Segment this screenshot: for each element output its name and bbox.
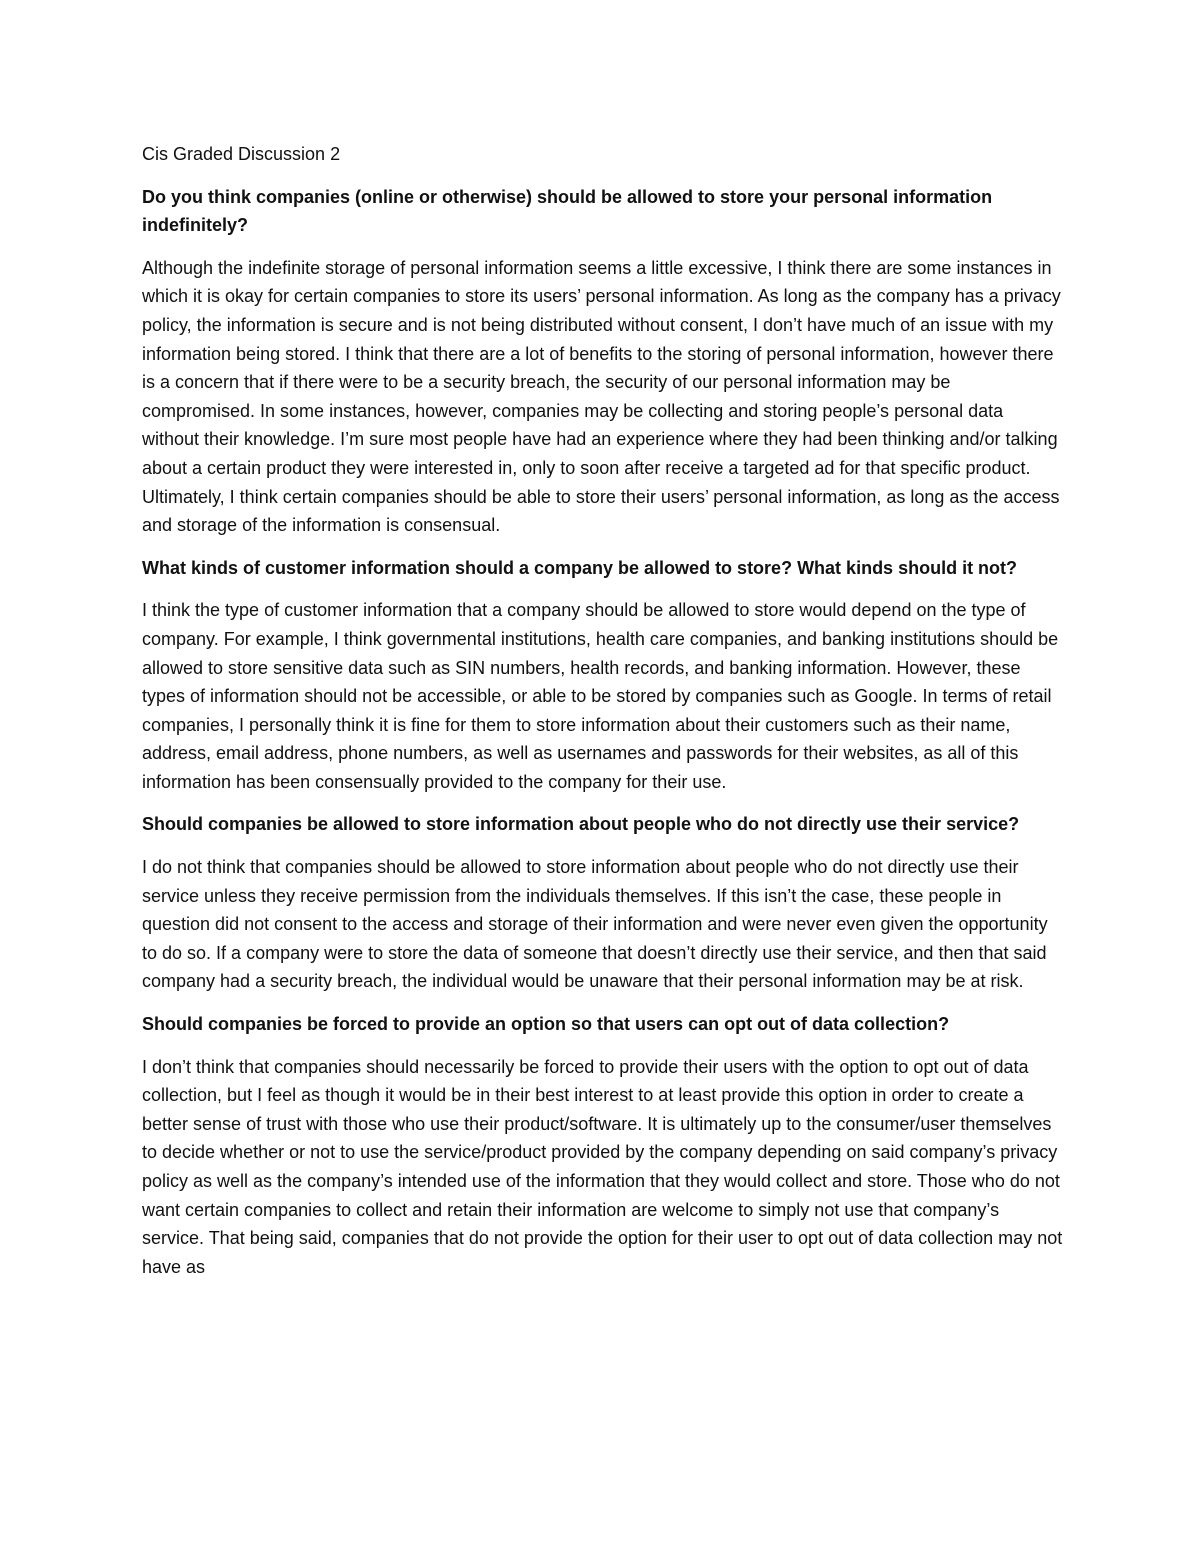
answer-3: I do not think that companies should be allowed to store information about people who do not directly use their service unless they receive permission from the individuals themselves. If this isn’t the case, these people in question did not consent to the access and storage of their information and were never even given the opportunity to do so. If a company were to store the data of someone that doesn’t directly use their service, and then that said company had a security breach, the individual would be unaware that their personal information may be at risk. xyxy=(142,857,1048,992)
document-title: Cis Graded Discussion 2 xyxy=(142,144,341,164)
answer-1: Although the indefinite storage of personal information seems a little excessive, I think there are some instances in which it is okay for certain companies to store its users’ personal information. As long as the company has a privacy policy, the information is secure and is not being distributed without consent, I don’t have much of an issue with my information being stored. I think that there are a lot of benefits to the storing of personal information, however there is a concern that if there were to be a security breach, the security of our personal information may be compromised. In some instances, however, companies may be collecting and storing people’s personal data without their knowledge. I’m sure most people have had an experience where they had been thinking and/or talking about a certain product they were interested in, only to soon after receive a targeted ad for that specific product. Ultimately, I think certain companies should be able to store their users’ personal information, as long as the access and storage of the information is consensual. xyxy=(142,257,1061,536)
answer-4: I don’t think that companies should necessarily be forced to provide their users with the option to opt out of data collection, but I feel as though it would be in their best interest to at least provide this option in order to create a better sense of trust with those who use their product/software. It is ultimately up to the consumer/user themselves to decide whether or not to use the service/product provided by the company depending on said company’s privacy policy as well as the company’s intended use of the information that they would collect and store. Those who do not want certain companies to collect and retain their information are welcome to simply not use that company’s service. That being said, companies that do not provide the option for their user to opt out of data collection may not have as xyxy=(142,1056,1063,1277)
question-4: Should companies be forced to provide an option so that users can opt out of data collection? xyxy=(142,1014,950,1035)
question-1: Do you think companies (online or otherwise) should be allowed to store your personal information indefinitely? xyxy=(142,186,993,236)
question-2: What kinds of customer information should a company be allowed to store? What kinds should it not? xyxy=(142,557,1018,578)
answer-2: I think the type of customer information that a company should be allowed to store would depend on the type of company. For example, I think governmental institutions, health care companies, and banking institutions should be allowed to store sensitive data such as SIN numbers, health records, and banking information. However, these types of information should not be accessible, or able to be stored by companies such as Google. In terms of retail companies, I personally think it is fine for them to store information about their customers such as their name, address, email address, phone numbers, as well as usernames and passwords for their websites, as all of this information has been consensually provided to the company for their use. xyxy=(142,600,1059,792)
document-body xyxy=(142,140,1064,1295)
question-3: Should companies be allowed to store information about people who do not directly use their service? xyxy=(142,814,1020,835)
